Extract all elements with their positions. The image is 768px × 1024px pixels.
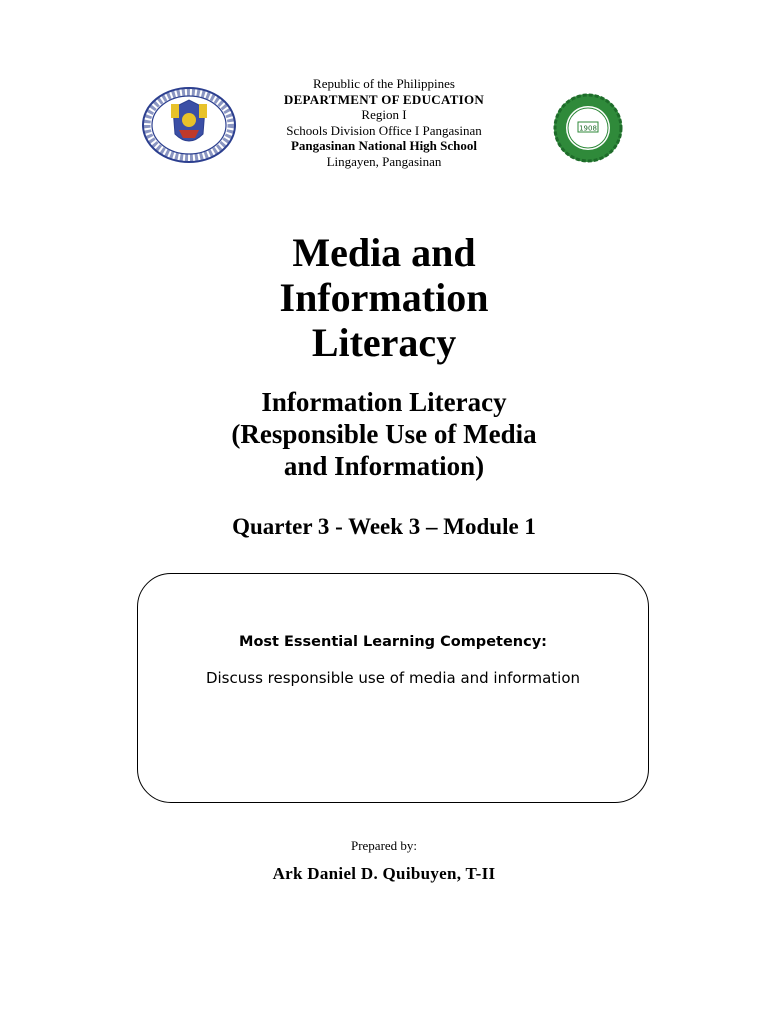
- competency-text: Discuss responsible use of media and information: [205, 669, 581, 687]
- competency-box: [137, 573, 649, 803]
- document-subtitle: [0, 386, 768, 482]
- title-line-2: Information: [279, 275, 489, 320]
- header-region: Region I: [361, 107, 407, 122]
- subtitle-line-1: Information Literacy: [261, 387, 507, 417]
- header-division: Schools Division Office I Pangasinan: [286, 122, 482, 138]
- prepared-by-label: Prepared by:: [350, 838, 418, 853]
- document-header: [0, 76, 768, 169]
- competency-heading: Most Essential Learning Competency:: [239, 634, 547, 650]
- module-label: Quarter 3 - Week 3 – Module 1: [232, 514, 536, 539]
- title-line-3: Literacy: [311, 320, 457, 365]
- subtitle-line-3: and Information): [283, 451, 485, 481]
- header-school: Pangasinan National High School: [290, 138, 478, 153]
- subtitle-line-2: (Responsible Use of Media: [231, 419, 537, 449]
- title-line-1: Media and: [292, 230, 476, 275]
- document-title: [0, 230, 768, 365]
- header-location: Lingayen, Pangasinan: [326, 153, 442, 169]
- school-seal-year: 1908: [579, 124, 597, 133]
- header-country: Republic of the Philippines: [313, 76, 455, 91]
- header-department: DEPARTMENT OF EDUCATION: [283, 91, 485, 107]
- author-name: Ark Daniel D. Quibuyen, T-II: [272, 864, 496, 883]
